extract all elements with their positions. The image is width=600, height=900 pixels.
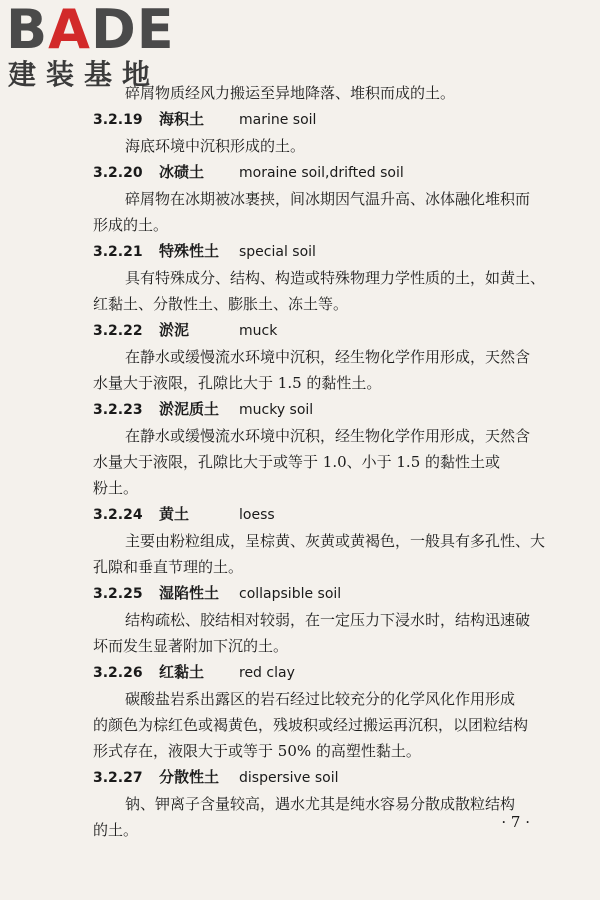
definition-line: 水量大于液限，孔隙比大于或等于 1.0、小于 1.5 的黏性土或 [93, 453, 501, 471]
term-number: 3.2.23 [93, 402, 143, 418]
term-number: 3.2.19 [93, 112, 143, 128]
definition-line: 在静水或缓慢流水环境中沉积，经生物化学作用形成，天然含 [125, 348, 531, 366]
term-heading [93, 659, 533, 686]
term-entry [93, 159, 533, 238]
definition-line: 孔隙和垂直节理的土。 [93, 558, 244, 576]
term-entry [93, 106, 533, 159]
term-english: moraine soil,drifted soil [239, 165, 404, 181]
term-english: dispersive soil [239, 770, 339, 786]
term-english: collapsible soil [239, 586, 342, 602]
brand-logo [6, 2, 186, 92]
logo-wordmark: BADE [6, 0, 175, 61]
term-english: marine soil [239, 112, 317, 128]
definition-line: 粉土。 [93, 479, 139, 497]
term-entry [93, 501, 546, 580]
term-heading [93, 238, 533, 265]
term-chinese: 红黏土 [159, 663, 205, 681]
term-english: special soil [239, 244, 316, 260]
term-heading [93, 106, 533, 133]
term-entry [93, 659, 533, 764]
term-english: mucky soil [239, 402, 314, 418]
definition-line: 具有特殊成分、结构、构造或特殊物理力学性质的土，如黄土、 [125, 269, 546, 287]
term-chinese: 湿陷性土 [159, 584, 220, 602]
term-english: muck [239, 323, 278, 339]
definition-line: 碎屑物在冰期被冰裹挟，间冰期因气温升高、冰体融化堆积而 [125, 190, 531, 208]
term-english: loess [239, 507, 275, 523]
term-entry [93, 764, 533, 843]
term-heading [93, 764, 533, 791]
definition-line: 的颜色为棕红色或褐黄色，残坡积或经过搬运再沉积，以团粒结构 [93, 716, 529, 734]
document-body [93, 80, 546, 843]
definition-line: 钠、钾离子含量较高，遇水尤其是纯水容易分散成散粒结构 [125, 795, 516, 813]
term-entry [93, 317, 533, 396]
term-number: 3.2.27 [93, 770, 143, 786]
term-chinese: 黄土 [159, 505, 190, 523]
term-number: 3.2.24 [93, 507, 143, 523]
term-number: 3.2.21 [93, 244, 143, 260]
term-number: 3.2.22 [93, 323, 143, 339]
definition-line: 海底环境中沉积形成的土。 [125, 137, 306, 155]
term-heading [93, 396, 533, 423]
definition-line: 在静水或缓慢流水环境中沉积，经生物化学作用形成，天然含 [125, 427, 531, 445]
definition-line: 水量大于液限，孔隙比大于 1.5 的黏性土。 [93, 374, 382, 392]
definition-line: 主要由粉粒组成，呈棕黄、灰黄或黄褐色，一般具有多孔性、大 [125, 532, 546, 550]
term-heading [93, 501, 533, 528]
intro-line: 碎屑物质经风力搬运至异地降落、堆积而成的土。 [125, 84, 456, 102]
term-chinese: 冰碛土 [159, 163, 205, 181]
term-chinese: 淤泥质土 [159, 400, 220, 418]
term-english: red clay [239, 665, 295, 681]
page-number: · 7 · [501, 813, 530, 831]
term-heading [93, 580, 533, 607]
term-chinese: 分散性土 [159, 768, 220, 786]
term-chinese: 淤泥 [159, 321, 190, 339]
term-chinese: 特殊性土 [159, 242, 220, 260]
term-entry [93, 238, 546, 317]
definition-line: 形成的土。 [93, 216, 169, 234]
definition-line: 坏而发生显著附加下沉的土。 [93, 637, 289, 655]
term-heading [93, 159, 533, 186]
definition-line: 红黏土、分散性土、膨胀土、冻土等。 [93, 295, 349, 313]
term-number: 3.2.20 [93, 165, 143, 181]
term-number: 3.2.25 [93, 586, 143, 602]
term-heading [93, 317, 533, 344]
logo-subtitle: 建装基地 [8, 58, 161, 91]
term-entry [93, 580, 533, 659]
definition-line: 形式存在，液限大于或等于 50% 的高塑性黏土。 [93, 742, 421, 760]
definition-line: 碳酸盐岩系出露区的岩石经过比较充分的化学风化作用形成 [125, 690, 516, 708]
definition-line: 结构疏松、胶结相对较弱，在一定压力下浸水时，结构迅速破 [125, 611, 531, 629]
term-entry [93, 396, 533, 501]
definition-line: 的土。 [93, 821, 139, 839]
term-sections [93, 106, 546, 843]
term-number: 3.2.26 [93, 665, 143, 681]
term-chinese: 海积土 [159, 110, 205, 128]
